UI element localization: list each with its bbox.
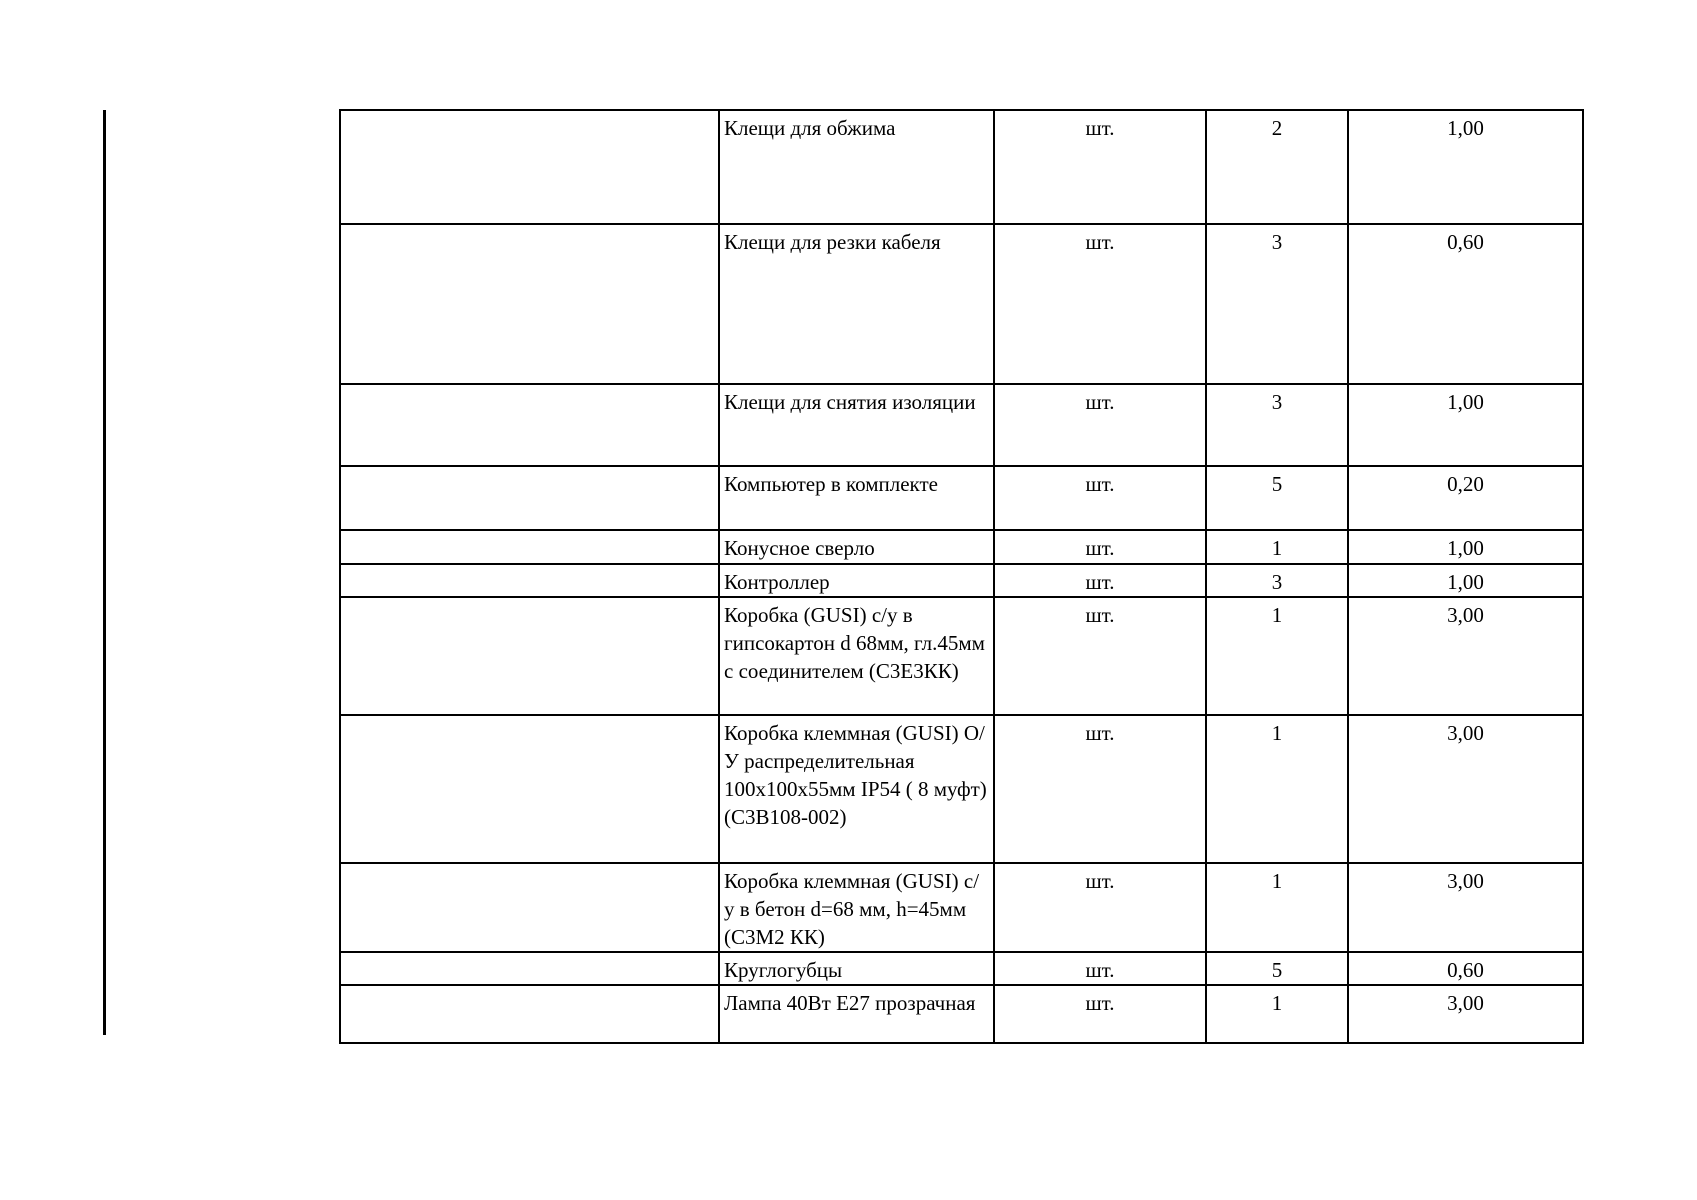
- item-name-cell: Клещи для обжима: [719, 110, 994, 224]
- blank-cell: [340, 530, 719, 564]
- unit-cell: шт.: [994, 110, 1206, 224]
- blank-cell: [340, 564, 719, 597]
- blank-cell: [340, 863, 719, 952]
- norm-cell: 3,00: [1348, 597, 1583, 715]
- norm-cell: 3,00: [1348, 863, 1583, 952]
- blank-cell: [340, 384, 719, 466]
- norm-cell: 0,20: [1348, 466, 1583, 530]
- item-name-cell: Контроллер: [719, 564, 994, 597]
- norm-cell: 1,00: [1348, 110, 1583, 224]
- table-row: [340, 952, 1583, 985]
- blank-cell: [340, 985, 719, 1043]
- blank-cell: [340, 715, 719, 863]
- norm-cell: 0,60: [1348, 224, 1583, 384]
- item-name-cell: Коробка (GUSI) с/у в гипсокартон d 68мм, гл.45мм с соединителем (С3Е3КК): [719, 597, 994, 715]
- item-name-cell: Компьютер в комплекте: [719, 466, 994, 530]
- item-name-cell: Лампа 40Вт Е27 прозрачная: [719, 985, 994, 1043]
- blank-cell: [340, 224, 719, 384]
- quantity-cell: 3: [1206, 224, 1348, 384]
- table-row: [340, 597, 1583, 715]
- unit-cell: шт.: [994, 952, 1206, 985]
- blank-cell: [340, 952, 719, 985]
- page-margin-line: [103, 110, 106, 1035]
- norm-cell: 1,00: [1348, 384, 1583, 466]
- unit-cell: шт.: [994, 384, 1206, 466]
- quantity-cell: 1: [1206, 715, 1348, 863]
- table-row: [340, 985, 1583, 1043]
- table-row: [340, 224, 1583, 384]
- quantity-cell: 1: [1206, 863, 1348, 952]
- quantity-cell: 3: [1206, 384, 1348, 466]
- norm-cell: 1,00: [1348, 530, 1583, 564]
- item-name-cell: Коробка клеммная (GUSI) с/у в бетон d=68 мм, h=45мм (С3М2 КК): [719, 863, 994, 952]
- quantity-cell: 5: [1206, 466, 1348, 530]
- blank-cell: [340, 597, 719, 715]
- item-name-cell: Клещи для резки кабеля: [719, 224, 994, 384]
- norm-cell: 1,00: [1348, 564, 1583, 597]
- blank-cell: [340, 110, 719, 224]
- table-row: [340, 530, 1583, 564]
- unit-cell: шт.: [994, 564, 1206, 597]
- blank-cell: [340, 466, 719, 530]
- unit-cell: шт.: [994, 597, 1206, 715]
- table-row: [340, 715, 1583, 863]
- unit-cell: шт.: [994, 466, 1206, 530]
- norm-cell: 3,00: [1348, 715, 1583, 863]
- unit-cell: шт.: [994, 715, 1206, 863]
- norm-cell: 3,00: [1348, 985, 1583, 1043]
- item-name-cell: Круглогубцы: [719, 952, 994, 985]
- equipment-table: [339, 109, 1584, 1044]
- item-name-cell: Коробка клеммная (GUSI) О/У распределительная 100х100х55мм IP54 ( 8 муфт) (С3В108-002): [719, 715, 994, 863]
- unit-cell: шт.: [994, 530, 1206, 564]
- item-name-cell: Клещи для снятия изоляции: [719, 384, 994, 466]
- table-row: [340, 863, 1583, 952]
- quantity-cell: 1: [1206, 985, 1348, 1043]
- unit-cell: шт.: [994, 985, 1206, 1043]
- quantity-cell: 1: [1206, 597, 1348, 715]
- quantity-cell: 3: [1206, 564, 1348, 597]
- item-name-cell: Конусное сверло: [719, 530, 994, 564]
- unit-cell: шт.: [994, 224, 1206, 384]
- table-row: [340, 466, 1583, 530]
- quantity-cell: 1: [1206, 530, 1348, 564]
- quantity-cell: 2: [1206, 110, 1348, 224]
- unit-cell: шт.: [994, 863, 1206, 952]
- table-row: [340, 564, 1583, 597]
- table-row: [340, 110, 1583, 224]
- quantity-cell: 5: [1206, 952, 1348, 985]
- table-row: [340, 384, 1583, 466]
- norm-cell: 0,60: [1348, 952, 1583, 985]
